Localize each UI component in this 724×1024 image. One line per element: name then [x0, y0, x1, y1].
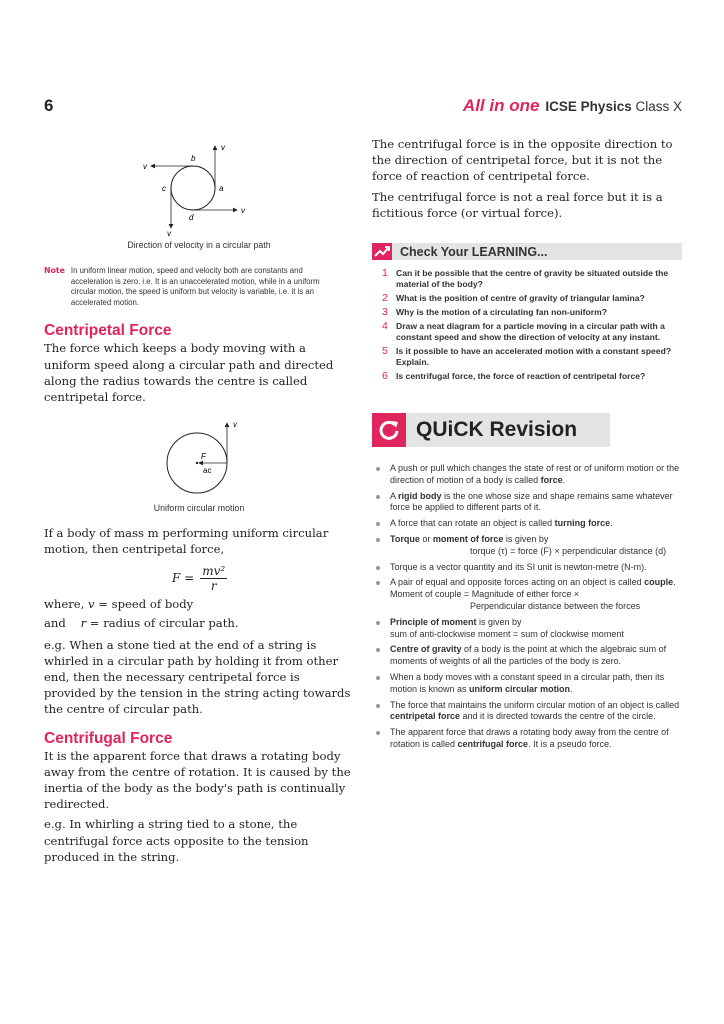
centripetal-formula: F = $\frac{\text{mv²}}{r}$	[172, 563, 226, 593]
where-speed: where, v = speed of body	[44, 596, 194, 611]
list-item: 6 Is centrifugal force, the force of reaction of centripetal force?	[382, 370, 646, 383]
label-c: c	[162, 184, 166, 193]
centripetal-heading: Centripetal Force	[44, 322, 172, 340]
list-item: A rigid body is the one whose size and shape remains same whatever force be applied to different parts of it.	[372, 491, 682, 515]
list-item: The force that maintains the uniform circular motion of an object is called centripetal force and it is directed towards the centre of the circle.	[372, 700, 682, 724]
figure-caption-2: Uniform circular motion	[153, 503, 245, 514]
centrifugal-example: e.g. In whirling a string tied to a stone, the centrifugal force acts opposite to the tension produced in the string.	[44, 817, 309, 864]
quick-revision-banner	[372, 413, 610, 447]
list-item: When a body moves with a constant speed in a circular path, then its motion is known as uniform circular motion.	[372, 672, 682, 696]
label-v-left: v	[143, 162, 147, 171]
check-learning-list	[372, 268, 682, 382]
centrifugal-para-2: The centrifugal force is not a real force but it is a fictitious force (or virtual force).	[372, 189, 663, 220]
centripetal-definition: The force which keeps a body moving with a uniform speed along a circular path and directed along the radius towards the centre is called centripetal force.	[44, 341, 334, 404]
list-item: The apparent force that draws a rotating body away from the centre of rotation is called centrifugal force. It is a pseudo force.	[372, 727, 682, 751]
right-column	[372, 136, 682, 755]
note-tag: Note	[44, 266, 65, 275]
check-learning-header	[372, 243, 682, 260]
check-learning-title: Check Your LEARNING...	[400, 244, 548, 259]
label-F: F	[201, 452, 206, 462]
label-v-top: v	[221, 143, 225, 152]
list-item: Torque is a vector quantity and its SI unit is newton-metre (N-m).	[372, 562, 682, 574]
quick-revision-list	[372, 463, 682, 751]
list-item: A push or pull which changes the state of rest or of uniform motion or the direction of motion of a body is called force.	[372, 463, 682, 487]
list-item: 4 Draw a neat diagram for a particle moving in a circular path with a constant speed and show the direction of velocity at any instant.	[382, 320, 665, 343]
book-title: ICSE Physics Class X	[545, 99, 682, 114]
list-item: 1 Can it be possible that the centre of gravity be situated outside the material of the body?	[382, 267, 669, 290]
centripetal-example: e.g. When a stone tied at the end of a string is whirled in a circular path by holding it from other end, then the necessary centripetal force is provided by the tension in the string acting towards the centre of circular path.	[44, 637, 351, 717]
list-item: 5 Is it possible to have an accelerated motion with a constant speed? Explain.	[382, 345, 672, 368]
list-item: Torque or moment of force is given by torque (τ) = force (F) × perpendicular distance (d)	[372, 534, 682, 558]
list-item: Centre of gravity of a body is the point at which the algebraic sum of moments of weights of all the particles of the body is zero.	[372, 644, 682, 668]
where-radius: and r = radius of circular path.	[44, 615, 239, 630]
running-header	[463, 96, 682, 116]
velocity-circle-diagram	[129, 136, 269, 236]
brand-logo: All in one	[462, 96, 540, 115]
quick-revision-title: QUiCK Revision	[416, 418, 578, 442]
trend-arrow-icon	[372, 243, 392, 260]
note-text: In uniform linear motion, speed and velocity both are constants and acceleration is zero. i.e. It is an unaccelerated motion, while in a uniform circular motion, the speed is uniform but velocity is variable, i.e. it is an accelerated motion.	[70, 266, 320, 307]
label-b: b	[191, 154, 196, 163]
list-item: 3 Why is the motion of a circulating fan non-uniform?	[382, 306, 608, 319]
label-a: a	[219, 184, 224, 193]
list-item: A pair of equal and opposite forces acting on an object is called couple. Moment of couple = Magnitude of either force × Perpendicular distance between the forces	[372, 577, 682, 612]
page-number: 6	[44, 96, 54, 115]
uniform-circular-motion-diagram	[119, 419, 279, 499]
centrifugal-heading: Centrifugal Force	[44, 729, 173, 747]
centripetal-intro: If a body of mass m performing uniform circular motion, then centripetal force,	[44, 526, 329, 557]
label-v: v	[233, 420, 237, 430]
label-v-right: v	[241, 206, 245, 215]
list-item: A force that can rotate an object is called turning force.	[372, 518, 682, 530]
figure-caption: Direction of velocity in a circular path	[127, 240, 271, 250]
list-item: 2 What is the position of centre of gravity of triangular lamina?	[382, 292, 645, 305]
list-item: Principle of moment is given by sum of anti-clockwise moment = sum of clockwise moment	[372, 617, 682, 641]
refresh-icon	[372, 413, 406, 447]
centrifugal-definition: It is the apparent force that draws a rotating body away from the centre of rotation. It is caused by the inertia of the body as the body's path is continually redirected.	[44, 748, 351, 812]
left-column	[44, 136, 354, 865]
label-ac: aᴄ	[203, 466, 212, 476]
centrifugal-para-1: The centrifugal force is in the opposite direction to the direction of centripetal force, but it is not the force of reaction of centripetal force.	[372, 137, 673, 184]
label-v-bottom: v	[167, 229, 171, 236]
note-box	[44, 266, 354, 308]
label-d: d	[189, 213, 194, 222]
